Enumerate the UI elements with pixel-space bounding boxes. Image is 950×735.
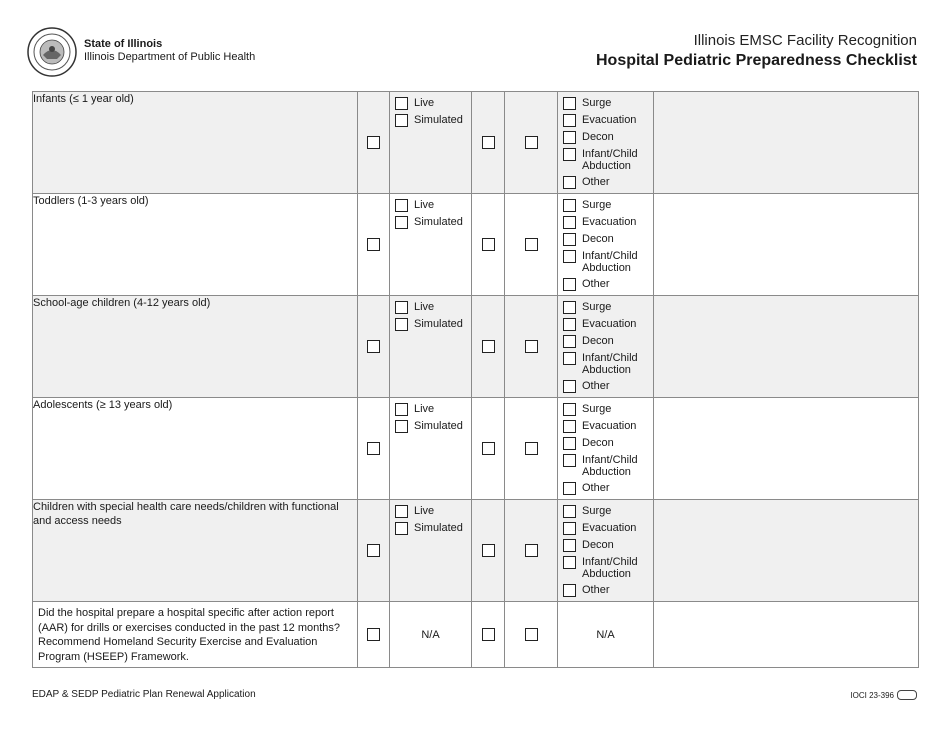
scenario-option[interactable] (563, 250, 653, 274)
scenario-checkbox[interactable] (563, 522, 576, 535)
exercise-type-option[interactable] (395, 505, 471, 518)
column-5-checkbox[interactable] (525, 238, 538, 251)
column-4-checkbox[interactable] (482, 136, 495, 149)
exercise-type-label: Simulated (414, 420, 463, 432)
scenario-label: Other (582, 584, 610, 596)
checklist-table (32, 91, 919, 668)
aar-question: Did the hospital prepare a hospital specific after action report (AAR) for drills or exercises conducted in the past 12 months? Recommend Homeland Security Exercise and Evaluation Program (HSEEP) Framework. (33, 602, 358, 668)
exercise-type-checkbox[interactable] (395, 505, 408, 518)
scenario-checkbox[interactable] (563, 380, 576, 393)
age-group-label: Children with special health care needs/children with functional and access needs (33, 500, 358, 602)
column-5-checkbox[interactable] (525, 340, 538, 353)
exercise-type-option[interactable] (395, 403, 471, 416)
exercise-type-label: Simulated (414, 114, 463, 126)
exercise-type-option[interactable] (395, 97, 471, 110)
exercise-type-label: Live (414, 301, 435, 313)
scenario-option[interactable] (563, 482, 653, 495)
age-group-row (33, 500, 919, 602)
scenario-label: Evacuation (582, 318, 637, 330)
column-5-checkbox[interactable] (525, 442, 538, 455)
scenario-checkbox[interactable] (563, 233, 576, 246)
column-4-checkbox[interactable] (482, 544, 495, 557)
age-group-row (33, 92, 919, 194)
exercise-type-option[interactable] (395, 522, 471, 535)
scenario-option[interactable] (563, 403, 653, 416)
scenario-checkbox[interactable] (563, 148, 576, 161)
footer-form-id (850, 690, 917, 700)
scenario-option[interactable] (563, 176, 653, 189)
scenario-label: Evacuation (582, 114, 637, 126)
column-4-checkbox[interactable] (482, 442, 495, 455)
scenario-option[interactable] (563, 522, 653, 535)
exercise-type-checkbox[interactable] (395, 403, 408, 416)
exercise-type-checkbox[interactable] (395, 199, 408, 212)
drill-conducted-checkbox[interactable] (367, 136, 380, 149)
exercise-type-label: Simulated (414, 318, 463, 330)
scenario-checkbox[interactable] (563, 403, 576, 416)
scenario-checkbox[interactable] (563, 437, 576, 450)
scenario-checkbox[interactable] (563, 482, 576, 495)
scenario-label: Evacuation (582, 522, 637, 534)
drill-conducted-checkbox[interactable] (367, 340, 380, 353)
scenario-label: Infant/Child Abduction (582, 148, 638, 172)
scenario-label: Infant/Child Abduction (582, 454, 638, 478)
scenario-checkbox[interactable] (563, 352, 576, 365)
scenario-label: Surge (582, 199, 612, 211)
scenario-checkbox[interactable] (563, 114, 576, 127)
scenario-checkbox[interactable] (563, 97, 576, 110)
exercise-type-checkbox[interactable] (395, 522, 408, 535)
title-line-2: Hospital Pediatric Preparedness Checklist (595, 52, 917, 69)
drill-conducted-checkbox[interactable] (367, 442, 380, 455)
exercise-type-checkbox[interactable] (395, 97, 408, 110)
scenario-label: Other (582, 380, 610, 392)
scenario-label: Decon (582, 335, 614, 347)
scenario-option[interactable] (563, 318, 653, 331)
exercise-type-option[interactable] (395, 216, 471, 229)
scenario-option[interactable] (563, 505, 653, 518)
exercise-type-checkbox[interactable] (395, 301, 408, 314)
scenario-label: Surge (582, 505, 612, 517)
scenario-option[interactable] (563, 335, 653, 348)
scenario-checkbox[interactable] (563, 454, 576, 467)
scenario-option[interactable] (563, 380, 653, 393)
age-group-row (33, 194, 919, 296)
age-group-row (33, 296, 919, 398)
scenario-checkbox[interactable] (563, 278, 576, 291)
column-4-checkbox[interactable] (482, 340, 495, 353)
scenario-option[interactable] (563, 420, 653, 433)
scenario-label: Evacuation (582, 420, 637, 432)
agency-department: Illinois Department of Public Health (84, 51, 256, 63)
age-group-row (33, 398, 919, 500)
exercise-type-checkbox[interactable] (395, 420, 408, 433)
scenario-option[interactable] (563, 114, 653, 127)
scenario-label: Decon (582, 437, 614, 449)
scenario-option[interactable] (563, 131, 653, 144)
exercise-type-checkbox[interactable] (395, 216, 408, 229)
scenario-option[interactable] (563, 97, 653, 110)
scenario-option[interactable] (563, 301, 653, 314)
scenario-option[interactable] (563, 278, 653, 291)
exercise-type-label: Live (414, 97, 435, 109)
scenario-label: Decon (582, 233, 614, 245)
scenario-label: Surge (582, 97, 612, 109)
footer-application-name: EDAP & SEDP Pediatric Plan Renewal Application (32, 689, 256, 700)
aar-checkbox-1[interactable] (367, 628, 380, 641)
exercise-type-option[interactable] (395, 301, 471, 314)
scenario-label: Other (582, 278, 610, 290)
scenario-label: Decon (582, 131, 614, 143)
illinois-state-seal-logo (27, 27, 77, 77)
comments-cell[interactable] (654, 194, 919, 296)
scenario-label: Infant/Child Abduction (582, 250, 638, 274)
exercise-type-label: Simulated (414, 522, 463, 534)
column-5-checkbox[interactable] (525, 544, 538, 557)
scenario-checkbox[interactable] (563, 176, 576, 189)
scenario-checkbox[interactable] (563, 420, 576, 433)
scenario-option[interactable] (563, 437, 653, 450)
age-group-label: School-age children (4-12 years old) (33, 296, 358, 398)
scenario-label: Surge (582, 403, 612, 415)
scenario-checkbox[interactable] (563, 301, 576, 314)
aar-row (33, 602, 919, 668)
scenario-checkbox[interactable] (563, 556, 576, 569)
scenario-checkbox[interactable] (563, 318, 576, 331)
idph-mini-logo-icon (897, 690, 917, 700)
aar-checkbox-3[interactable] (525, 628, 538, 641)
scenario-checkbox[interactable] (563, 131, 576, 144)
form-number: IOCI 23-396 (850, 690, 894, 700)
scenario-checkbox[interactable] (563, 584, 576, 597)
agency-state: State of Illinois (84, 38, 163, 50)
aar-comments[interactable] (654, 602, 919, 668)
scenario-option[interactable] (563, 584, 653, 597)
comments-cell[interactable] (654, 92, 919, 194)
age-group-label: Infants (≤ 1 year old) (33, 92, 358, 194)
exercise-type-option[interactable] (395, 114, 471, 127)
age-group-label: Toddlers (1-3 years old) (33, 194, 358, 296)
exercise-type-checkbox[interactable] (395, 114, 408, 127)
scenario-label: Other (582, 482, 610, 494)
exercise-type-label: Live (414, 403, 435, 415)
scenario-label: Infant/Child Abduction (582, 352, 638, 376)
scenario-option[interactable] (563, 233, 653, 246)
scenario-option[interactable] (563, 352, 653, 376)
scenario-option[interactable] (563, 454, 653, 478)
scenario-checkbox[interactable] (563, 250, 576, 263)
column-5-checkbox[interactable] (525, 136, 538, 149)
scenario-label: Infant/Child Abduction (582, 556, 638, 580)
drill-conducted-checkbox[interactable] (367, 544, 380, 557)
column-4-checkbox[interactable] (482, 238, 495, 251)
scenario-option[interactable] (563, 216, 653, 229)
title-line-1: Illinois EMSC Facility Recognition (693, 32, 917, 49)
scenario-checkbox[interactable] (563, 539, 576, 552)
comments-cell[interactable] (654, 500, 919, 602)
scenario-option[interactable] (563, 199, 653, 212)
aar-checkbox-2[interactable] (482, 628, 495, 641)
aar-na-1: N/A (390, 602, 472, 668)
exercise-type-option[interactable] (395, 199, 471, 212)
scenario-label: Evacuation (582, 216, 637, 228)
exercise-type-checkbox[interactable] (395, 318, 408, 331)
scenario-label: Decon (582, 539, 614, 551)
drill-conducted-checkbox[interactable] (367, 238, 380, 251)
agency-block (84, 38, 255, 64)
age-group-label: Adolescents (≥ 13 years old) (33, 398, 358, 500)
exercise-type-label: Live (414, 199, 435, 211)
exercise-type-label: Simulated (414, 216, 463, 228)
aar-na-2: N/A (558, 602, 654, 668)
scenario-label: Surge (582, 301, 612, 313)
scenario-option[interactable] (563, 148, 653, 172)
scenario-checkbox[interactable] (563, 505, 576, 518)
comments-cell[interactable] (654, 296, 919, 398)
scenario-checkbox[interactable] (563, 216, 576, 229)
scenario-checkbox[interactable] (563, 199, 576, 212)
exercise-type-label: Live (414, 505, 435, 517)
scenario-label: Other (582, 176, 610, 188)
scenario-option[interactable] (563, 539, 653, 552)
exercise-type-option[interactable] (395, 318, 471, 331)
scenario-option[interactable] (563, 556, 653, 580)
comments-cell[interactable] (654, 398, 919, 500)
document-title (596, 31, 917, 72)
exercise-type-option[interactable] (395, 420, 471, 433)
scenario-checkbox[interactable] (563, 335, 576, 348)
